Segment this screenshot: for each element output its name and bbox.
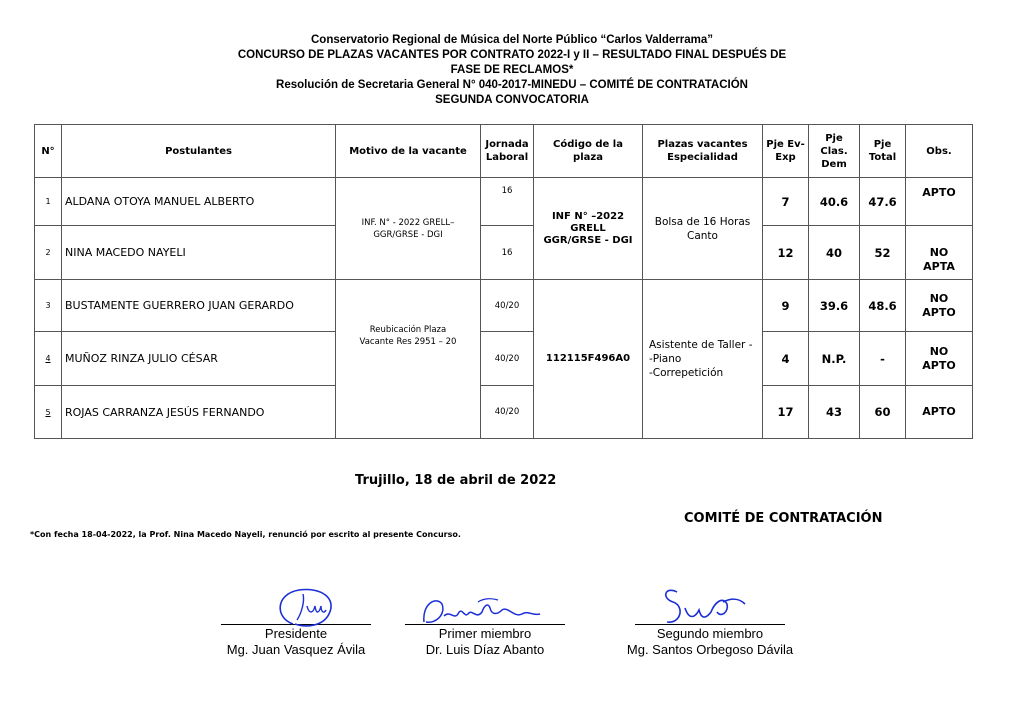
- col-motive: Motivo de la vacante: [336, 125, 481, 178]
- table-row: [35, 332, 973, 386]
- table-row: [35, 280, 973, 332]
- total-score: 48.6: [860, 280, 906, 332]
- col-vacancies: Plazas vacantes Especialidad: [643, 125, 763, 178]
- signature-role: Primer miembro: [438, 626, 532, 641]
- col-workday: Jornada Laboral: [481, 125, 534, 178]
- col-code: Código de la plaza: [534, 125, 643, 178]
- place-date: Trujillo, 18 de abril de 2022: [355, 473, 557, 488]
- header-call: SEGUNDA CONVOCATORIA: [435, 94, 589, 106]
- position-code: INF N° –2022 GRELL GGR/GRSE - DGI: [534, 178, 643, 280]
- vacancy-motive: INF. N° - 2022 GRELL– GGR/GRSE - DGI: [336, 178, 481, 280]
- exp-score: 12: [763, 226, 809, 280]
- observation: NO APTA: [906, 226, 973, 280]
- exp-score: 17: [763, 386, 809, 439]
- header-contest: CONCURSO DE PLAZAS VACANTES POR CONTRATO 2022-I y II – RESULTADO FINAL DESPUÉS DE: [237, 49, 787, 61]
- observation: NO APTO: [906, 332, 973, 386]
- class-score: 43: [809, 386, 860, 439]
- signature-role: Segundo miembro: [656, 626, 764, 641]
- signature-second-member: [610, 584, 810, 664]
- signature-second-member-mark: [655, 584, 755, 632]
- vacancy-specialty: Asistente de Taller - -Piano -Correpetición: [643, 280, 763, 439]
- exp-score: 9: [763, 280, 809, 332]
- signature-first-member: [400, 584, 570, 664]
- observation: APTO: [906, 386, 973, 439]
- signature-first-member-mark: [418, 592, 548, 632]
- col-number: N°: [35, 125, 62, 178]
- applicant-name: NINA MACEDO NAYELI: [62, 226, 336, 280]
- workday: 16: [481, 178, 534, 226]
- results-table: [34, 124, 973, 439]
- col-class-score: Pje Clas. Dem: [809, 125, 860, 178]
- workday: 40/20: [481, 280, 534, 332]
- header-institution: Conservatorio Regional de Música del Norte Público “Carlos Valderrama”: [311, 34, 713, 46]
- total-score: -: [860, 332, 906, 386]
- total-score: 52: [860, 226, 906, 280]
- workday: 40/20: [481, 332, 534, 386]
- col-applicants: Postulantes: [62, 125, 336, 178]
- class-score: 39.6: [809, 280, 860, 332]
- signature-name: Mg. Santos Orbegoso Dávila: [626, 642, 794, 657]
- class-score: N.P.: [809, 332, 860, 386]
- signature-name: Dr. Luis Díaz Abanto: [425, 642, 545, 657]
- signature-name: Mg. Juan Vasquez Ávila: [226, 642, 366, 657]
- table-header-row: [35, 125, 973, 178]
- exp-score: 4: [763, 332, 809, 386]
- position-code: 112115F496A0: [534, 280, 643, 439]
- applicant-name: ALDANA OTOYA MANUEL ALBERTO: [62, 178, 336, 226]
- workday: 16: [481, 226, 534, 280]
- total-score: 60: [860, 386, 906, 439]
- signature-president-mark: [263, 584, 353, 632]
- total-score: 47.6: [860, 178, 906, 226]
- signature-role: Presidente: [264, 626, 328, 641]
- observation: NO APTO: [906, 280, 973, 332]
- row-number: 4: [35, 332, 62, 386]
- vacancy-motive: Reubicación Plaza Vacante Res 2951 – 20: [336, 280, 481, 439]
- row-number: 2: [35, 226, 62, 280]
- signature-president: [215, 584, 377, 664]
- table-row: [35, 386, 973, 439]
- applicant-name: MUÑOZ RINZA JULIO CÉSAR: [62, 332, 336, 386]
- col-exp-score: Pje Ev- Exp: [763, 125, 809, 178]
- table-row: [35, 226, 973, 280]
- col-observations: Obs.: [906, 125, 973, 178]
- row-number: 5: [35, 386, 62, 439]
- applicant-name: BUSTAMENTE GUERRERO JUAN GERARDO: [62, 280, 336, 332]
- applicant-name: ROJAS CARRANZA JESÚS FERNANDO: [62, 386, 336, 439]
- observation: APTO: [906, 178, 973, 226]
- committee-title: COMITÉ DE CONTRATACIÓN: [684, 511, 883, 526]
- row-number: 3: [35, 280, 62, 332]
- exp-score: 7: [763, 178, 809, 226]
- table-row: [35, 178, 973, 226]
- footnote: *Con fecha 18-04-2022, la Prof. Nina Macedo Nayeli, renunció por escrito al presente Concurso.: [30, 530, 461, 539]
- class-score: 40: [809, 226, 860, 280]
- document-header: [0, 33, 1024, 108]
- header-contest-cont: FASE DE RECLAMOS*: [450, 64, 574, 76]
- col-total-score: Pje Total: [860, 125, 906, 178]
- vacancy-specialty: Bolsa de 16 Horas Canto: [643, 178, 763, 280]
- workday: 40/20: [481, 386, 534, 439]
- row-number: 1: [35, 178, 62, 226]
- header-resolution: Resolución de Secretaria General N° 040-2017-MINEDU – COMITÉ DE CONTRATACIÓN: [276, 79, 748, 91]
- class-score: 40.6: [809, 178, 860, 226]
